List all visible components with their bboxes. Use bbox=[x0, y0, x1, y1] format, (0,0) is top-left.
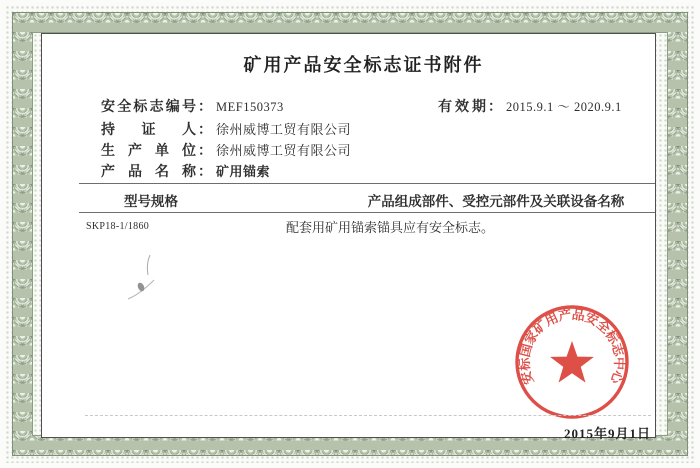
table-cell-model: SKP18-1/1860 bbox=[86, 221, 150, 232]
field-label: 有效期 bbox=[438, 100, 486, 115]
field-colon: ： bbox=[198, 123, 212, 138]
field-manufacturer bbox=[101, 140, 351, 158]
field-cert-no bbox=[101, 96, 284, 114]
certificate-content bbox=[41, 33, 656, 441]
field-colon: ： bbox=[198, 165, 212, 180]
field-colon: ： bbox=[198, 144, 212, 159]
pen-mark bbox=[116, 249, 176, 319]
field-product bbox=[101, 161, 270, 179]
field-colon: ： bbox=[198, 100, 212, 115]
field-holder bbox=[101, 119, 351, 137]
field-label: 产品名称 bbox=[101, 165, 196, 180]
field-validity bbox=[438, 96, 622, 114]
table-header-components: 产品组成部件、受控元部件及关联设备名称 bbox=[367, 194, 625, 209]
field-value: 徐州威博工贸有限公司 bbox=[216, 143, 352, 158]
field-colon: ： bbox=[488, 100, 502, 115]
issue-date: 2015年9月1日 bbox=[563, 426, 651, 441]
table-cell-description: 配套用矿用锚索锚具应有安全标志。 bbox=[286, 220, 495, 235]
field-label: 生产单位 bbox=[101, 144, 196, 159]
field-label: 安全标志编号 bbox=[101, 100, 196, 115]
field-value: MEF150373 bbox=[216, 100, 284, 114]
page-title: 矿用产品安全标志证书附件 bbox=[243, 55, 484, 75]
field-value: 矿用锚索 bbox=[216, 164, 271, 179]
table-header-model: 型号规格 bbox=[124, 194, 178, 209]
seal-ring-text: 安标国家矿用产品安全标志中心 bbox=[516, 306, 628, 387]
official-seal-stamp bbox=[510, 300, 634, 424]
field-value: 2015.9.1 ～ 2020.9.1 bbox=[506, 100, 622, 114]
table-line-top bbox=[79, 183, 655, 184]
table-line-header bbox=[79, 212, 655, 213]
field-label: 持证人 bbox=[101, 123, 196, 138]
red-star-icon bbox=[550, 341, 594, 383]
field-value: 徐州威博工贸有限公司 bbox=[216, 122, 352, 137]
dashed-separator-line bbox=[85, 415, 651, 416]
